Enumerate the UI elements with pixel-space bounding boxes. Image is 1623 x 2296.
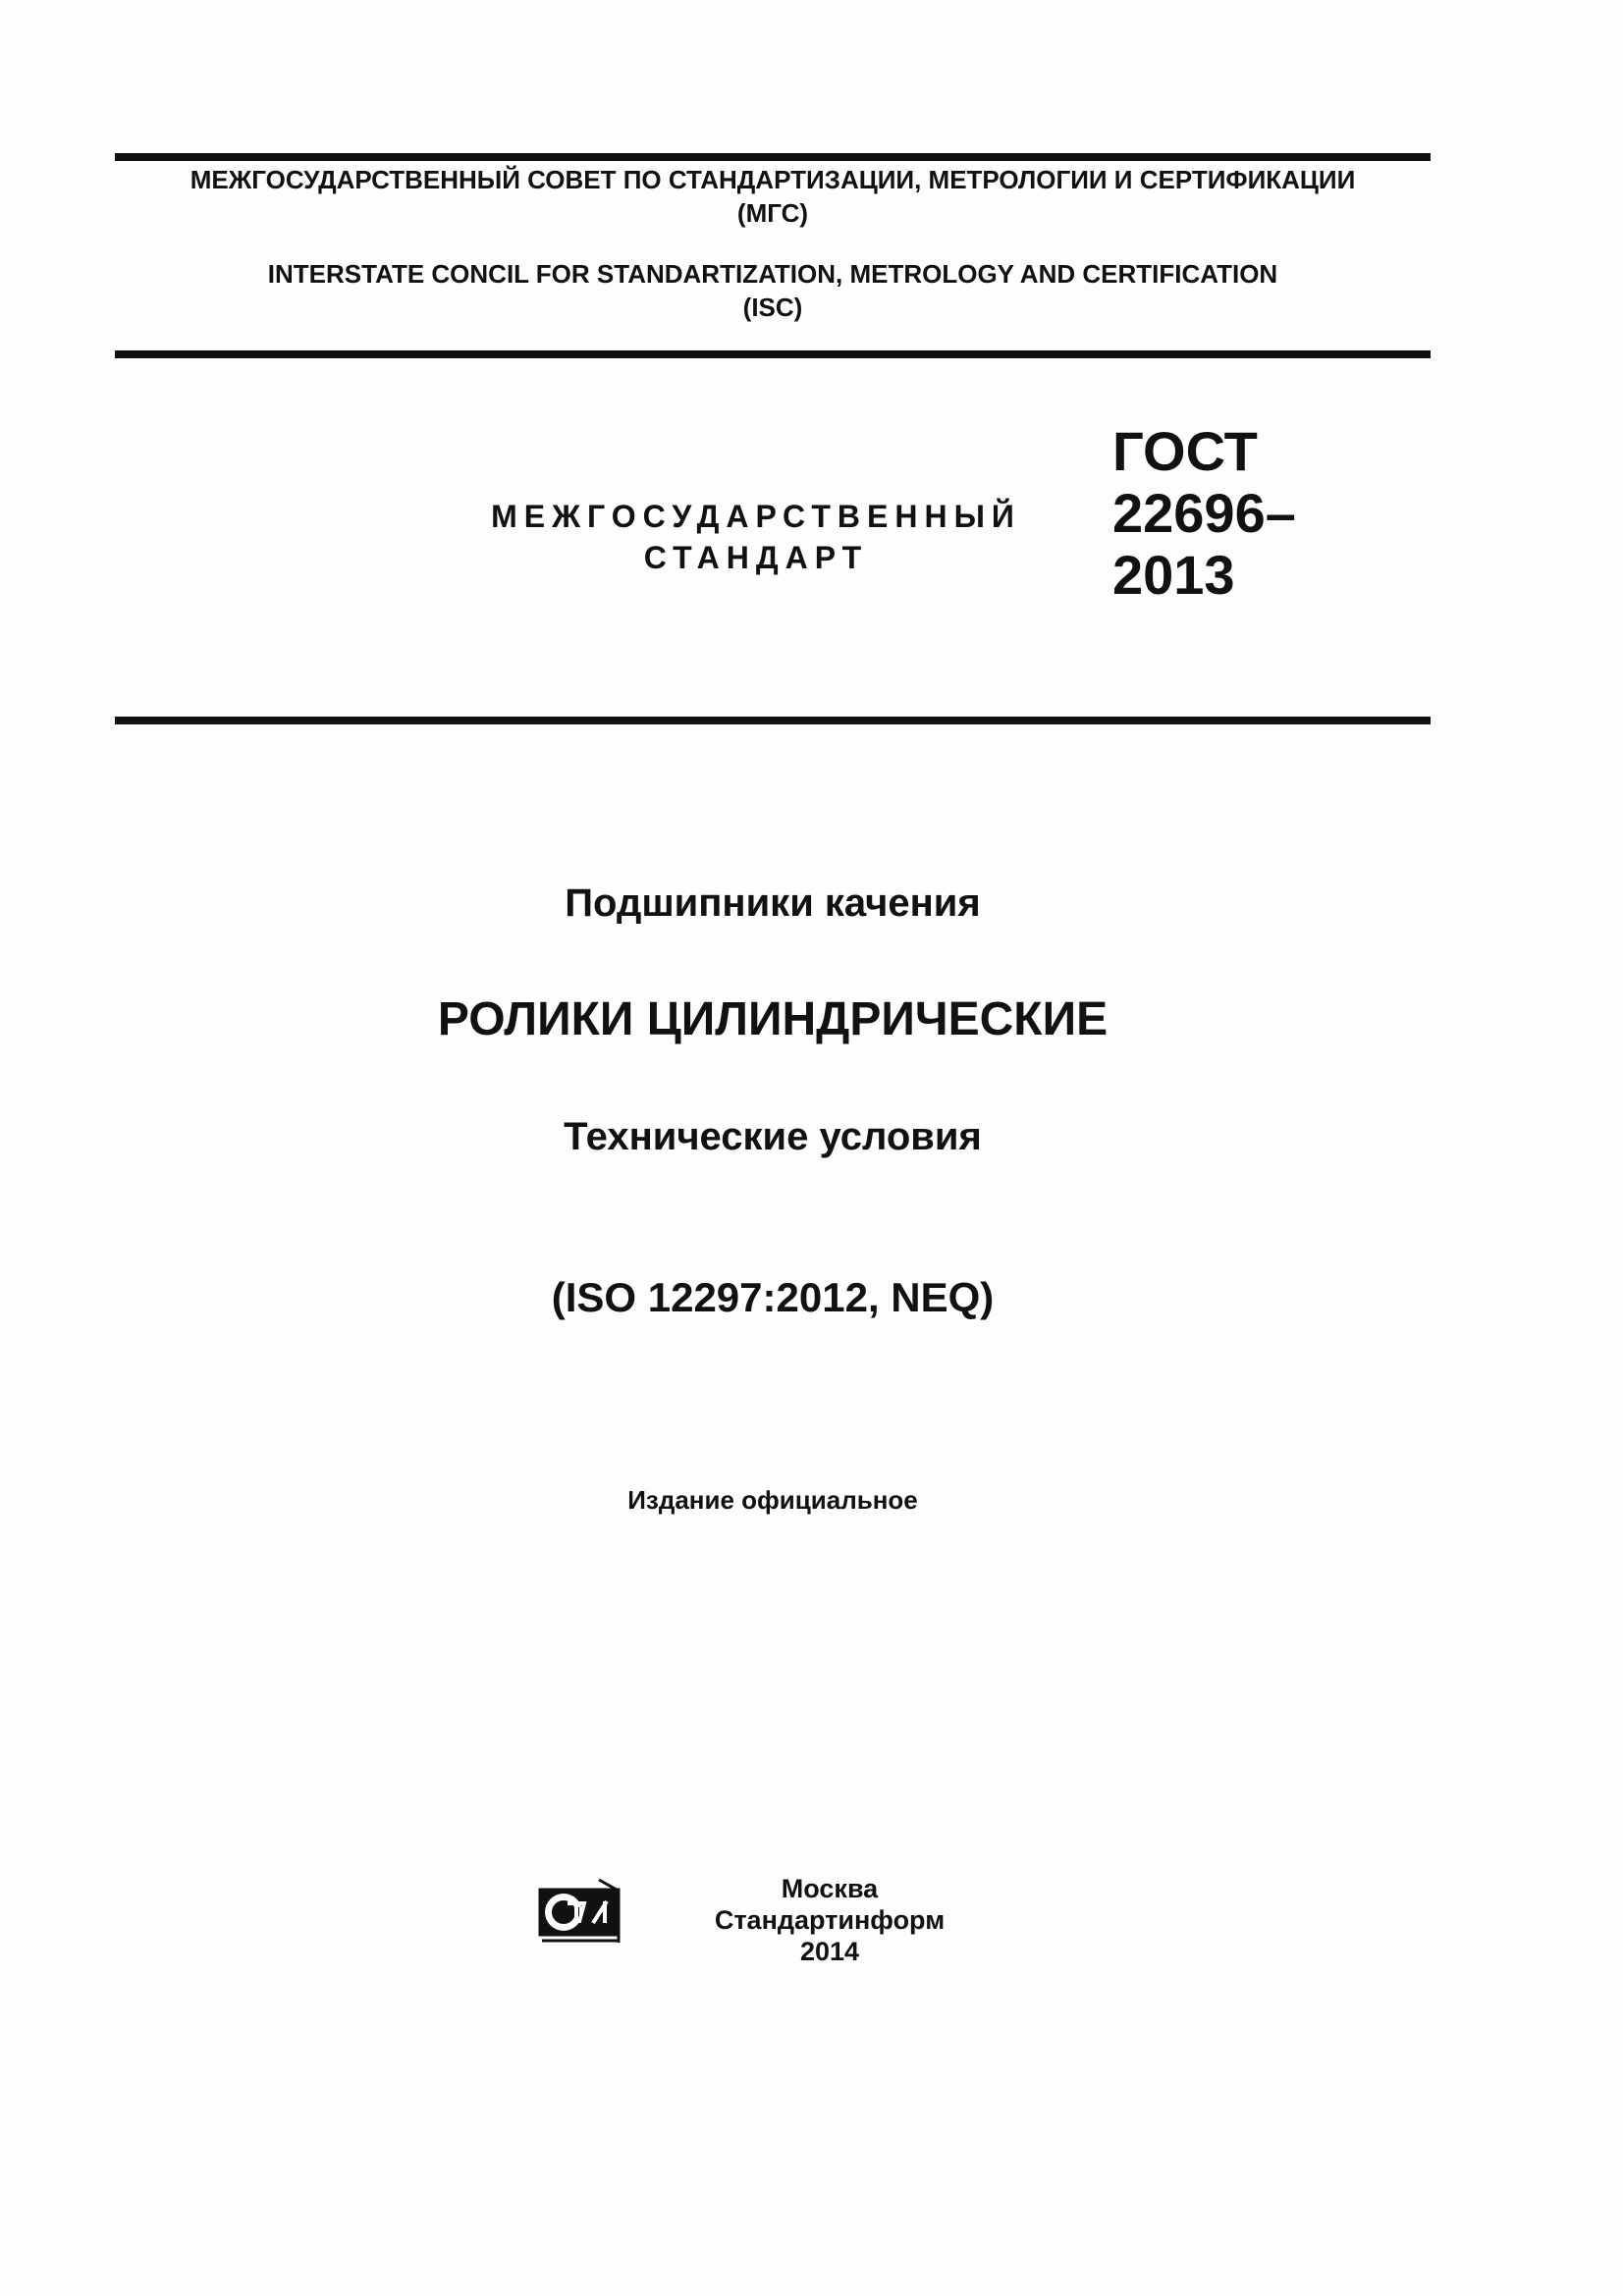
designation-bottom-rule	[115, 717, 1431, 724]
standard-code	[1112, 420, 1296, 606]
edition-note: Издание официальное	[627, 1485, 918, 1515]
council-abbr-ru: (МГС)	[736, 198, 809, 228]
standartinform-logo-icon	[538, 1878, 622, 1947]
council-name-ru-line1: МЕЖГОСУДАРСТВЕННЫЙ СОВЕТ ПО СТАНДАРТИЗАЦИИ, МЕТРОЛОГИИ И СЕРТИФИКАЦИИ	[189, 165, 1356, 194]
standard-code-prefix: ГОСТ	[1112, 420, 1258, 482]
standard-code-year: 2013	[1112, 544, 1235, 606]
publisher-name: Стандартинформ	[714, 1905, 946, 1935]
publisher-city: Москва	[781, 1874, 879, 1903]
document-title: РОЛИКИ ЦИЛИНДРИЧЕСКИЕ	[437, 993, 1109, 1045]
header-bottom-rule	[115, 350, 1431, 358]
council-name-en	[115, 257, 1431, 324]
standard-type-line2: СТАНДАРТ	[643, 540, 869, 575]
standard-code-number: 22696–	[1112, 482, 1296, 544]
council-name-en-line1: INTERSTATE CONCIL FOR STANDARTIZATION, METROLOGY AND CERTIFICATION	[267, 259, 1278, 289]
publication-year: 2014	[799, 1937, 860, 1966]
document-subtitle: Технические условия	[564, 1115, 982, 1158]
publisher-block	[668, 1873, 992, 1967]
standard-type-line1: МЕЖГОСУДАРСТВЕННЫЙ	[491, 499, 1021, 534]
standard-type-label	[432, 496, 1080, 578]
council-name-ru	[115, 163, 1431, 230]
header-top-rule	[115, 153, 1431, 161]
iso-reference: (ISO 12297:2012, NEQ)	[551, 1274, 995, 1320]
council-abbr-en: (ISC)	[742, 293, 803, 322]
document-subject: Подшипники качения	[565, 881, 981, 925]
